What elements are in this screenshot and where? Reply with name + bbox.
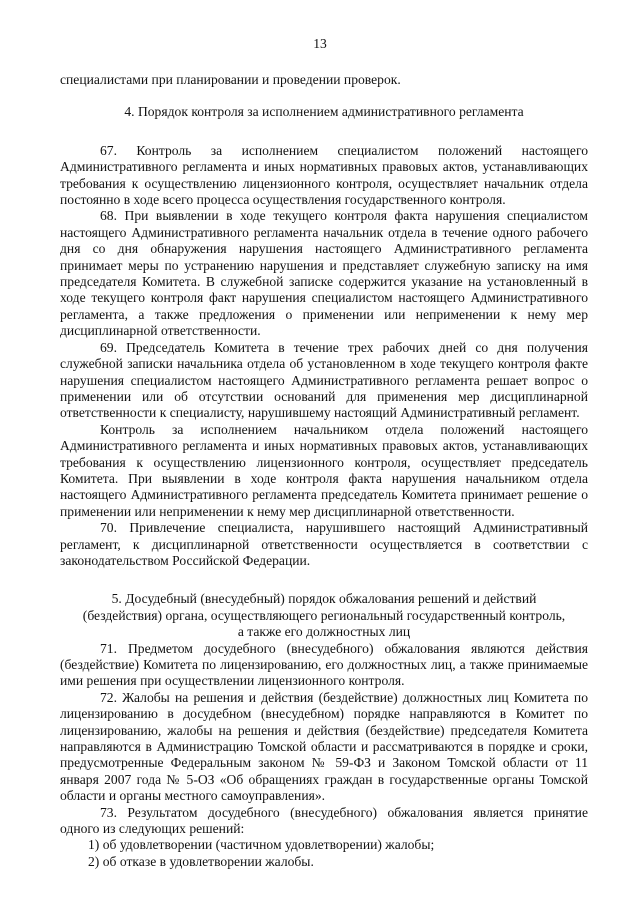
paragraph-68: 68. При выявлении в ходе текущего контроля факта нарушения специалистом настоящего Административного регламента начальник отдела в течение одного рабочего дня со дня обнаружения нарушения настоящего Административного регламента принимает меры по устранению нарушения и представляет служебную записку на имя председателя Комитета. В служебной записке содержится указание на установленный в ходе текущего контроля факт нарушения специалистом настоящего Административного регламента, а также предложения о применении или неприменении к нему мер дисциплинарной ответственности. xyxy=(60,208,588,339)
paragraph-71: 71. Предметом досудебного (внесудебного) обжалования являются действия (бездействие) Комитета по лицензированию, его должностных лиц, а также принимаемые ими решения при осуществлении лицензионного контроля. xyxy=(60,640,588,689)
document-body xyxy=(60,72,588,870)
section-4-heading: 4. Порядок контроля за исполнением административного регламента xyxy=(124,104,524,120)
list-item: 1) об удовлетворении (частичном удовлетворении) жалобы; xyxy=(88,837,435,853)
section-5-heading-line-1: 5. Досудебный (внесудебный) порядок обжалования решений и действий xyxy=(111,591,537,607)
section-5-heading-line-2: (бездействия) органа, осуществляющего региональный государственный контроль, xyxy=(82,607,566,623)
paragraph-67: 67. Контроль за исполнением специалистом положений настоящего Административного регламента и иных нормативных правовых актов, устанавливающих требования к осуществлению лицензионного контроля, осуществляет начальник отдела постоянно в ходе всего процесса осуществления государственного контроля. xyxy=(60,142,588,208)
paragraph-70: 70. Привлечение специалиста, нарушившего настоящий Административный регламент, к дисциплинарной ответственности осуществляется в соответствии с законодательством Российской Федерации. xyxy=(60,520,588,568)
list-item: 2) об отказе в удовлетворении жалобы. xyxy=(88,853,314,869)
paragraph-72: 72. Жалобы на решения и действия (бездействие) должностных лиц Комитета по лицензированию в досудебном (внесудебном) порядке направляются в Комитет по лицензированию, жалобы на решения и действия (бездействие) председателя Комитета направляются в Администрацию Томской области и рассматриваются в порядке и сроки, предусмотренные Федеральным законом № 59-ФЗ и Законом Томской области от 11 января 2007 года № 5-ОЗ «Об обращениях граждан в государственные органы Томской области и органы местного самоуправления». xyxy=(60,689,588,804)
continuation-line: специалистами при планировании и проведении проверок. xyxy=(60,72,401,87)
section-5-heading-line-3: а также его должностных лиц xyxy=(237,624,411,640)
section-5-heading xyxy=(60,591,588,640)
paragraph-69-control: Контроль за исполнением начальником отдела положений настоящего Административного регламента и иных нормативных правовых актов, устанавливающих требования к осуществлению лицензионного контроля, осуществляет председатель Комитета. При выявлении в ходе контроля факта нарушения начальником отдела настоящего Административного регламента председатель Комитета принимает решение о применении или неприменении к нему мер дисциплинарной ответственности. xyxy=(60,421,588,519)
paragraph-73: 73. Результатом досудебного (внесудебного) обжалования является принятие одного из следующих решений: xyxy=(60,804,588,837)
paragraph-69: 69. Председатель Комитета в течение трех рабочих дней со дня получения служебной записки начальника отдела об установленном в ходе текущего контроля факте нарушения специалистом настоящего Административного регламента решает вопрос о применении или об отсутствии оснований для применения мер дисциплинарной ответственности к специалисту, нарушившему настоящий Административный регламент. xyxy=(60,339,588,421)
page-number: 13 xyxy=(313,36,327,51)
